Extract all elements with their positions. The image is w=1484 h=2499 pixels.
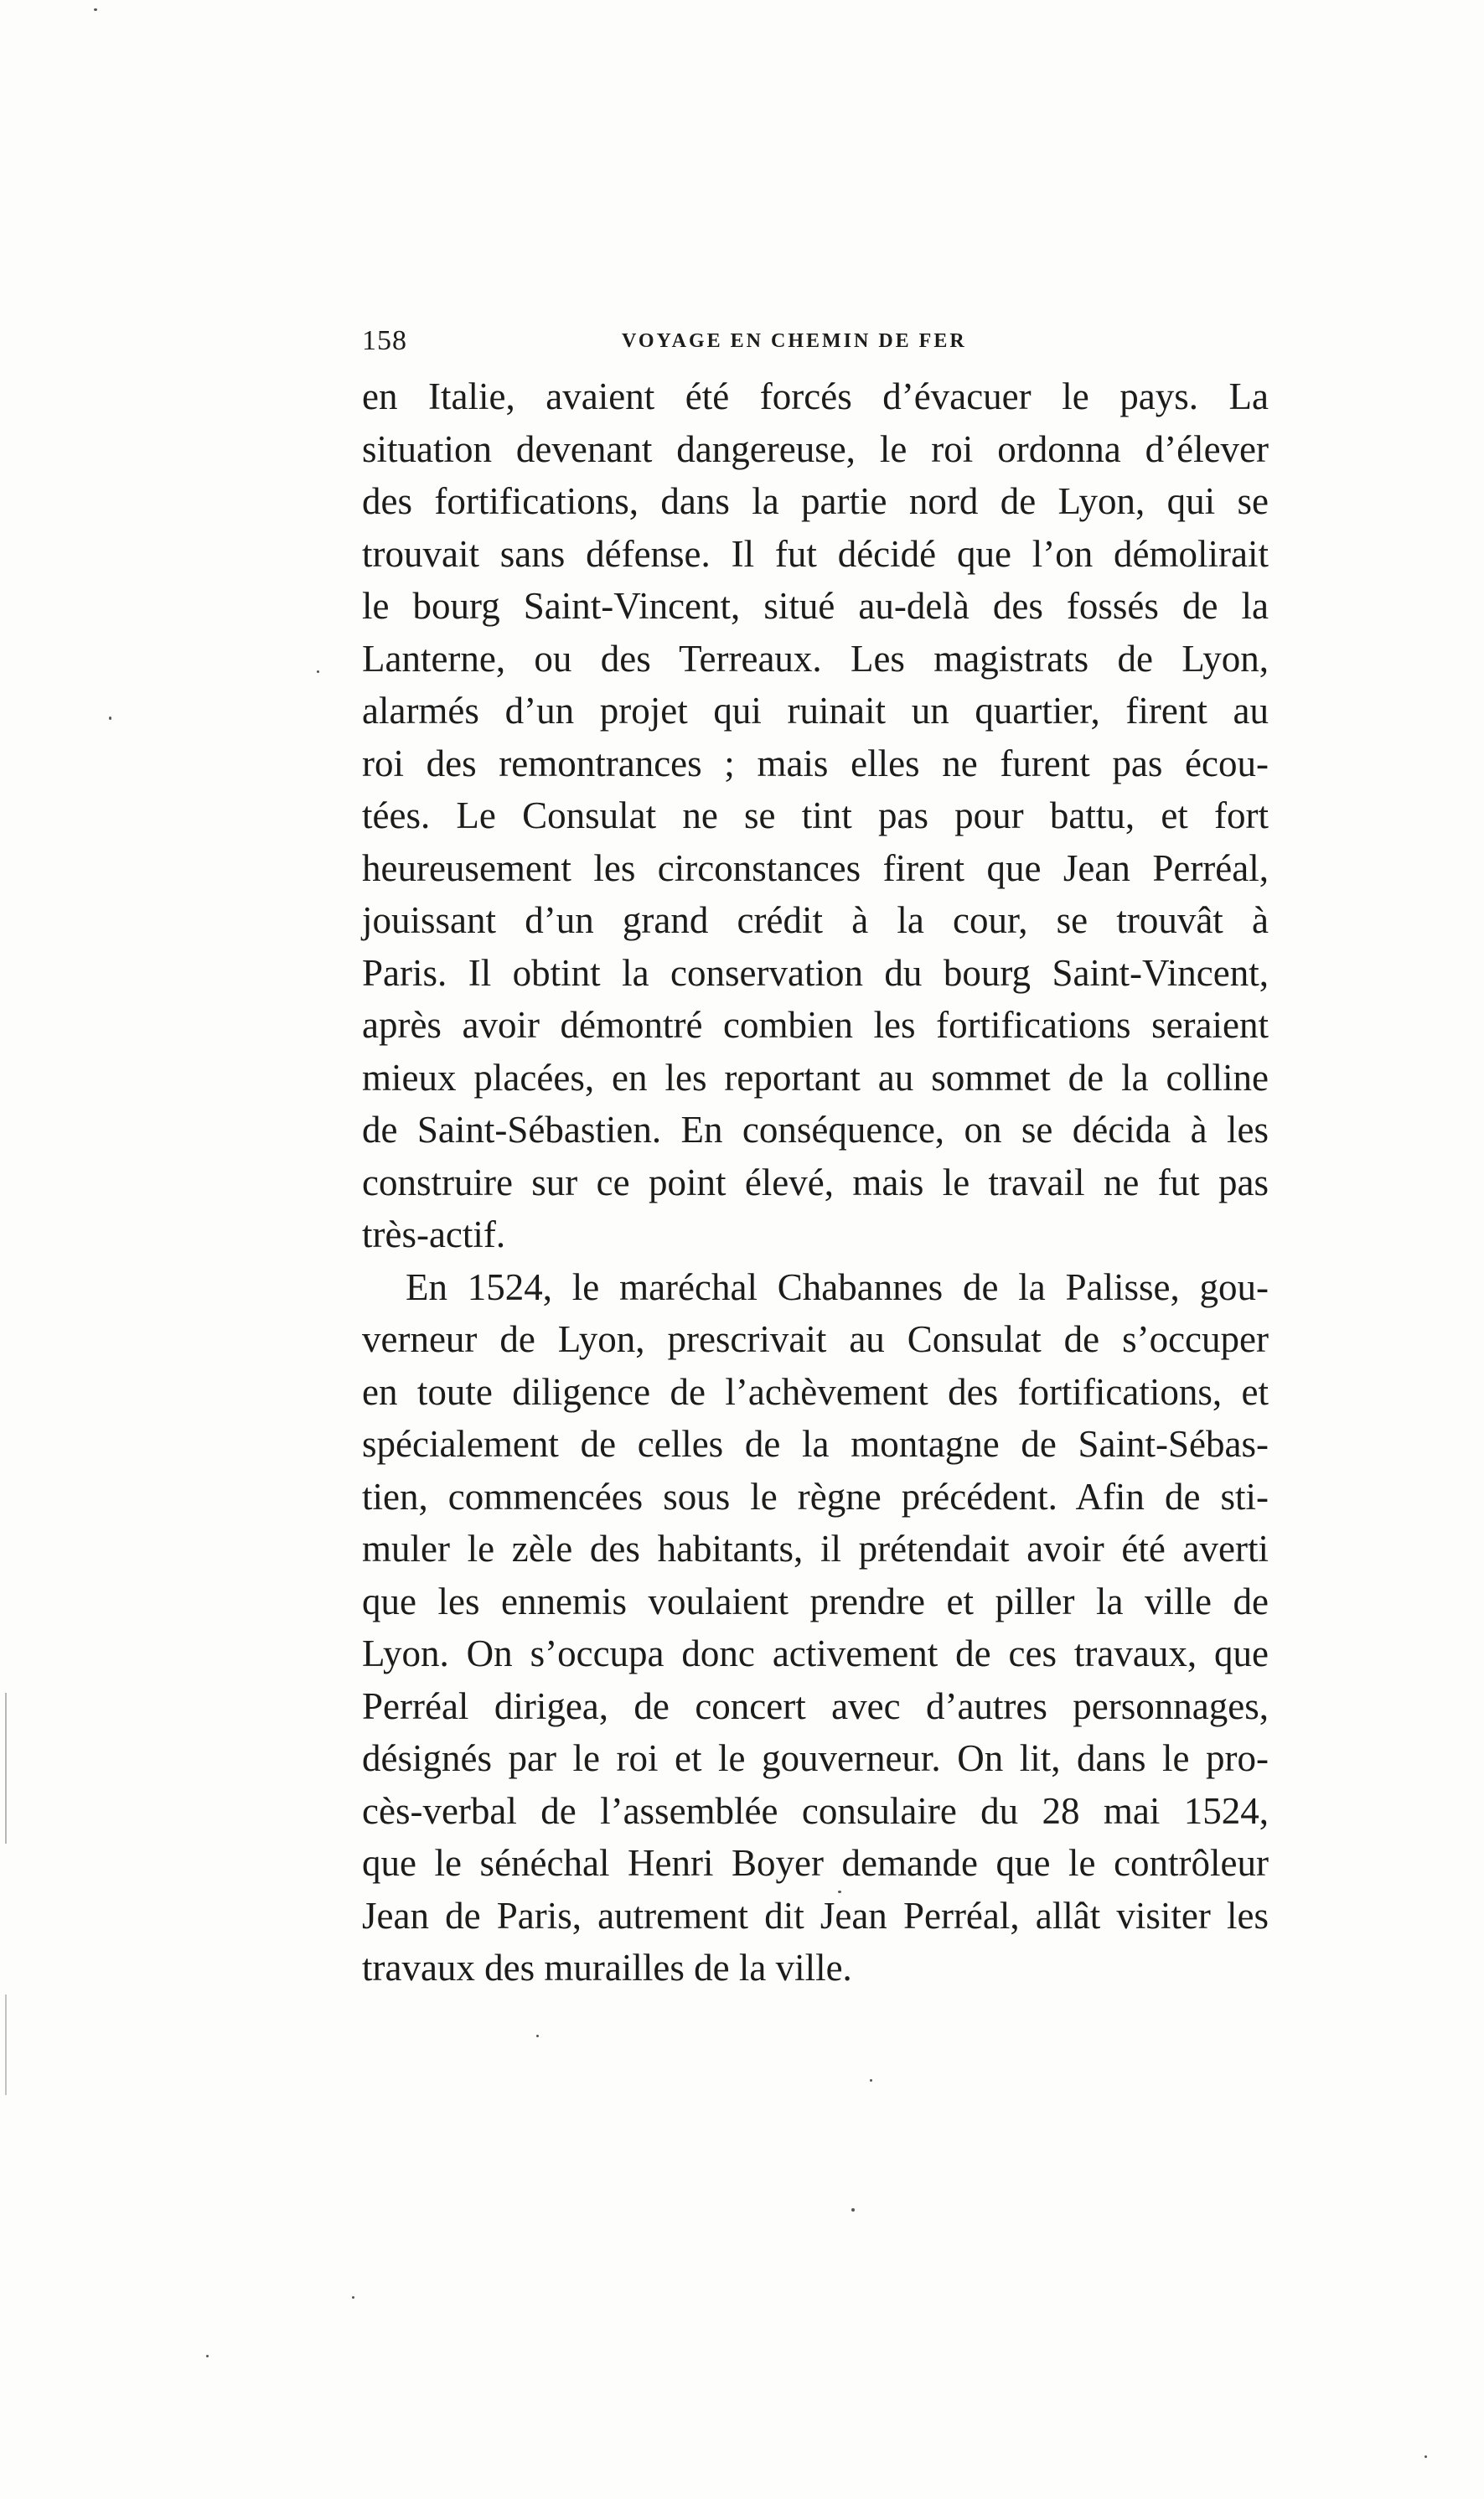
scan-speck [1425, 2455, 1427, 2458]
text-line: Jean de Paris, autrement dit Jean Perréal, allât visiter les [362, 1894, 1269, 1937]
text-line: cès-verbal de l’assemblée consulaire du 28 mai 1524, [362, 1789, 1269, 1832]
scan-edge-line [5, 1995, 7, 2095]
text-line: que le sénéchal Henri Boyer demande que le contrôleur [362, 1842, 1269, 1884]
text-line: Lanterne, ou des Terreaux. Les magistrats de Lyon, [362, 637, 1269, 680]
scan-speck [536, 2035, 539, 2037]
running-head: VOYAGE EN CHEMIN DE FER [622, 330, 967, 352]
text-line: muler le zèle des habitants, il prétendait avoir été averti [362, 1528, 1269, 1570]
text-line: que les ennemis voulaient prendre et piller la ville de [362, 1580, 1269, 1622]
page-header [362, 325, 1269, 359]
text-line: spécialement de celles de la montagne de Saint-Sébas- [362, 1423, 1269, 1465]
scan-speck [317, 670, 319, 673]
scan-speck [94, 8, 97, 11]
text-line: construire sur ce point élevé, mais le travail ne fut pas [362, 1161, 1269, 1203]
text-line: tées. Le Consulat ne se tint pas pour battu, et fort [362, 794, 1269, 836]
scan-speck [206, 2355, 209, 2357]
text-line: après avoir démontré combien les fortifications seraient [362, 1004, 1269, 1046]
scan-speck [870, 2079, 872, 2082]
text-line: tien, commencées sous le règne précédent. Afin de sti- [362, 1475, 1269, 1518]
text-line: travaux des murailles de la ville. [362, 1947, 852, 1989]
text-line: mieux placées, en les reportant au sommet de la colline [362, 1056, 1269, 1099]
text-line: Perréal dirigea, de concert avec d’autres personnages, [362, 1684, 1269, 1727]
text-line: heureusement les circonstances firent que Jean Perréal, [362, 846, 1269, 889]
text-line: Lyon. On s’occupa donc activement de ces travaux, que [362, 1632, 1269, 1674]
text-line: jouissant d’un grand crédit à la cour, se trouvât à [362, 899, 1269, 941]
text-line: de Saint-Sébastien. En conséquence, on se décida à les [362, 1109, 1269, 1151]
body-text [362, 370, 1269, 1995]
text-line: roi des remontrances ; mais elles ne furent pas écou- [362, 742, 1269, 784]
scan-speck [838, 1891, 841, 1893]
scan-speck [352, 2296, 354, 2299]
text-line: En 1524, le maréchal Chabannes de la Palisse, gou- [406, 1265, 1269, 1308]
scan-edge-line [5, 1693, 7, 1844]
paragraph [362, 1261, 1269, 1995]
text-line: Paris. Il obtint la conservation du bourg Saint-Vincent, [362, 951, 1269, 994]
page-number: 158 [362, 325, 407, 356]
text-line: désignés par le roi et le gouverneur. On lit, dans le pro- [362, 1737, 1269, 1779]
text-line: trouvait sans défense. Il fut décidé que l’on démolirait [362, 532, 1269, 575]
text-line: verneur de Lyon, prescrivait au Consulat de s’occuper [362, 1318, 1269, 1360]
scan-speck [851, 2208, 855, 2212]
text-line: alarmés d’un projet qui ruinait un quartier, firent au [362, 690, 1269, 732]
text-line: le bourg Saint-Vincent, situé au-delà des fossés de la [362, 585, 1269, 627]
text-line: très-actif. [362, 1213, 506, 1255]
text-line: en Italie, avaient été forcés d’évacuer le pays. La [362, 375, 1269, 417]
text-line: en toute diligence de l’achèvement des fortifications, et [362, 1370, 1269, 1413]
text-line: situation devenant dangereuse, le roi ordonna d’élever [362, 427, 1269, 470]
text-line: des fortifications, dans la partie nord de Lyon, qui se [362, 480, 1269, 522]
scan-speck [109, 717, 111, 720]
paragraph [362, 370, 1269, 1261]
